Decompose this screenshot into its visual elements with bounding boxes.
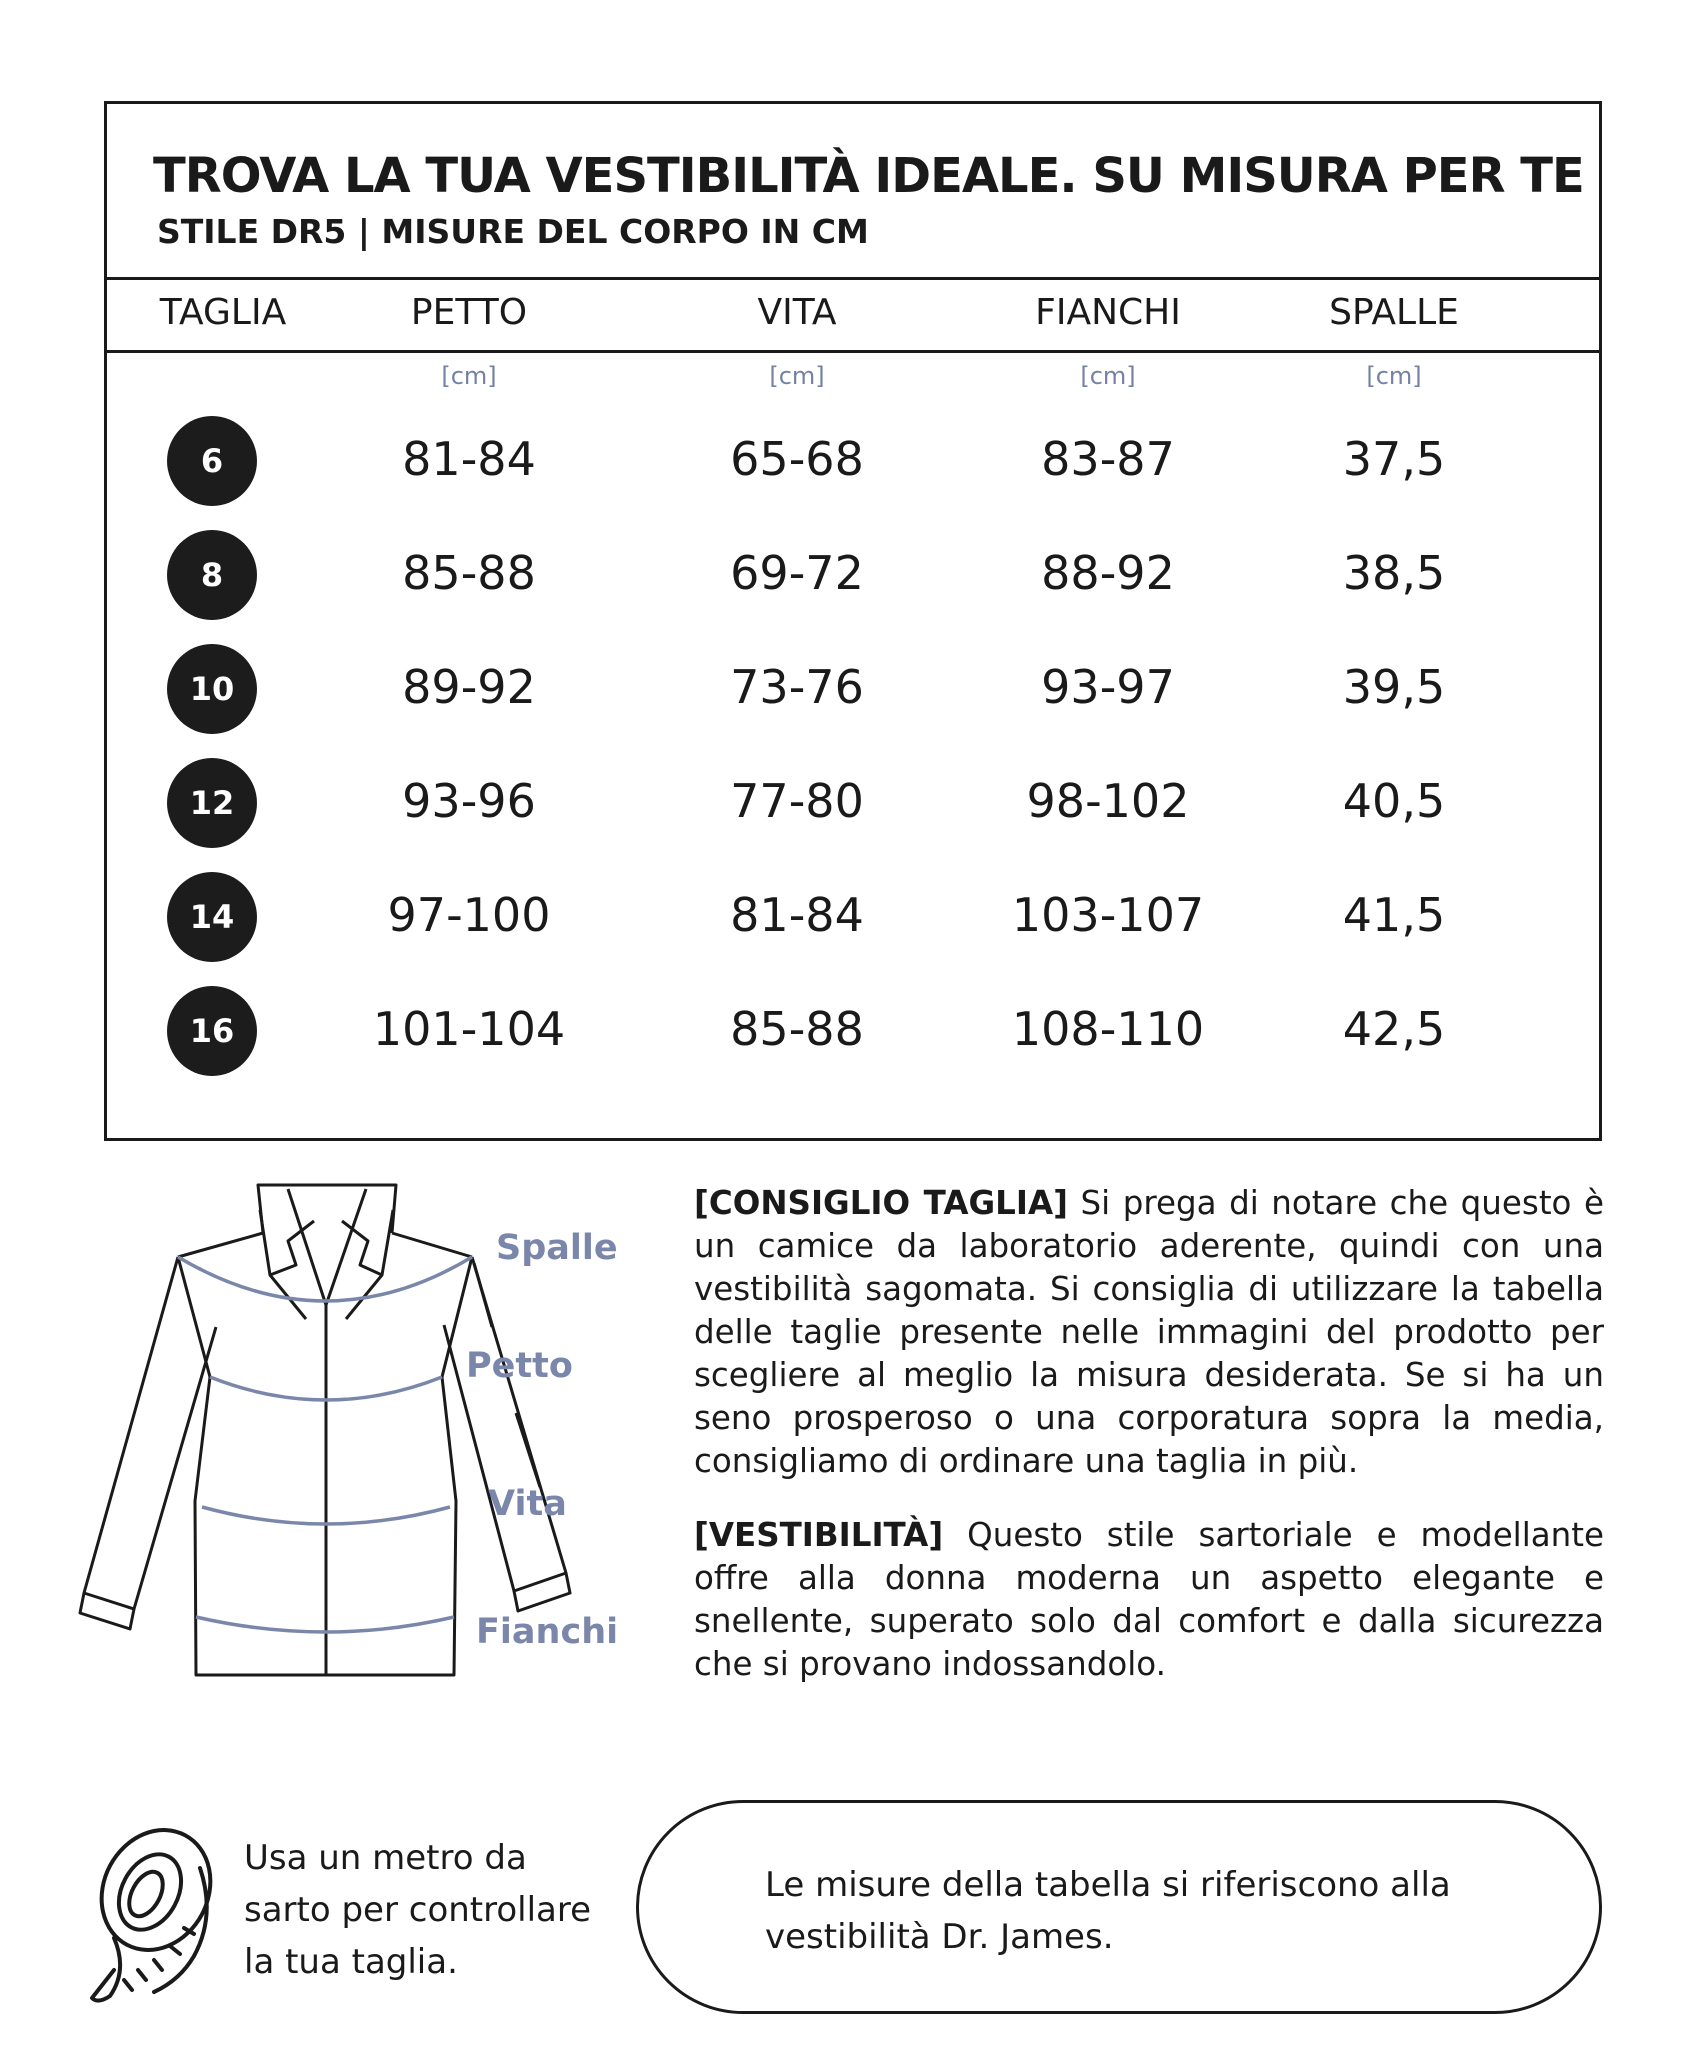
size-chart-table: [104, 101, 1602, 1141]
chart-subtitle: STILE DR5 | MISURE DEL CORPO IN CM: [157, 212, 869, 251]
petto-value: 81-84: [402, 432, 536, 486]
column-header-spalle: SPALLE: [1329, 292, 1459, 333]
table-row: [107, 758, 1599, 848]
petto-value: 93-96: [402, 774, 536, 828]
unit-label-fianchi: [cm]: [1080, 362, 1136, 390]
fianchi-value: 103-107: [1011, 888, 1205, 942]
unit-label-petto: [cm]: [441, 362, 497, 390]
vita-value: 69-72: [730, 546, 864, 600]
size-badge: 12: [167, 758, 257, 848]
unit-label-vita: [cm]: [769, 362, 825, 390]
unit-label-spalle: [cm]: [1366, 362, 1422, 390]
size-badge: 6: [167, 416, 257, 506]
spalle-value: 41,5: [1342, 888, 1446, 942]
tape-instruction-text: Usa un metro da sarto per controllare la tua taglia.: [244, 1838, 592, 1982]
table-row: [107, 872, 1599, 962]
fianchi-value: 83-87: [1041, 432, 1175, 486]
spalle-measure-line: [178, 1257, 472, 1301]
consiglio-taglia-paragraph: [694, 1182, 1604, 1483]
fianchi-value: 88-92: [1041, 546, 1175, 600]
size-badge: 16: [167, 986, 257, 1076]
petto-value: 101-104: [372, 1002, 566, 1056]
vita-value: 65-68: [730, 432, 864, 486]
fianchi-value: 108-110: [1011, 1002, 1205, 1056]
table-row: [107, 644, 1599, 734]
spalle-value: 38,5: [1342, 546, 1446, 600]
vita-value: 81-84: [730, 888, 864, 942]
header-top-divider: [107, 277, 1599, 280]
fianchi-value: 98-102: [1026, 774, 1190, 828]
petto-value: 89-92: [402, 660, 536, 714]
table-row: [107, 530, 1599, 620]
size-badge: 10: [167, 644, 257, 734]
table-row: [107, 416, 1599, 506]
fianchi-value: 93-97: [1041, 660, 1175, 714]
size-badge: 14: [167, 872, 257, 962]
spalle-value: 39,5: [1342, 660, 1446, 714]
petto-value: 85-88: [402, 546, 536, 600]
consiglio-taglia-text: Si prega di notare che questo è un camice da laboratorio aderente, quindi con una vestibilità sagomata. Si consiglia di utilizzare la tabella delle taglie presente nelle immagini del prodotto per scegliere al meglio la misura desiderata. Se si ha un seno prosperoso o una corporatura sopra la media, consigliamo di ordinare una taglia in più.: [694, 1184, 1604, 1480]
table-row: [107, 986, 1599, 1076]
fit-note-text: Le misure della tabella si riferiscono alla vestibilità Dr. James.: [765, 1865, 1451, 1957]
column-header-taglia: TAGLIA: [159, 292, 287, 333]
measuring-tape-icon: [84, 1820, 224, 2010]
fianchi-label: Fianchi: [476, 1612, 619, 1652]
column-header-petto: PETTO: [410, 292, 528, 333]
vita-value: 77-80: [730, 774, 864, 828]
vita-value: 73-76: [730, 660, 864, 714]
header-bottom-divider: [107, 350, 1599, 353]
petto-label: Petto: [466, 1346, 573, 1386]
consiglio-taglia-heading: [CONSIGLIO TAGLIA]: [694, 1184, 1068, 1222]
vita-value: 85-88: [730, 1002, 864, 1056]
vestibilita-heading: [VESTIBILITÀ]: [694, 1516, 944, 1554]
spalle-label: Spalle: [496, 1228, 618, 1268]
vestibilita-paragraph: [694, 1514, 1604, 1686]
petto-value: 97-100: [387, 888, 551, 942]
size-badge: 8: [167, 530, 257, 620]
spalle-value: 37,5: [1342, 432, 1446, 486]
vestibilita-text: Questo stile sartoriale e modellante offre alla donna moderna un aspetto elegante e snellente, superato solo dal comfort e dalla sicurezza che si provano indossandolo.: [694, 1516, 1604, 1683]
spalle-value: 42,5: [1342, 1002, 1446, 1056]
chart-title: TROVA LA TUA VESTIBILITÀ IDEALE. SU MISURA PER TE: [153, 148, 1584, 204]
spalle-value: 40,5: [1342, 774, 1446, 828]
vita-label: Vita: [488, 1484, 567, 1524]
column-header-fianchi: FIANCHI: [1035, 292, 1181, 333]
fit-note-box: [636, 1800, 1602, 2014]
column-header-vita: VITA: [757, 292, 837, 333]
